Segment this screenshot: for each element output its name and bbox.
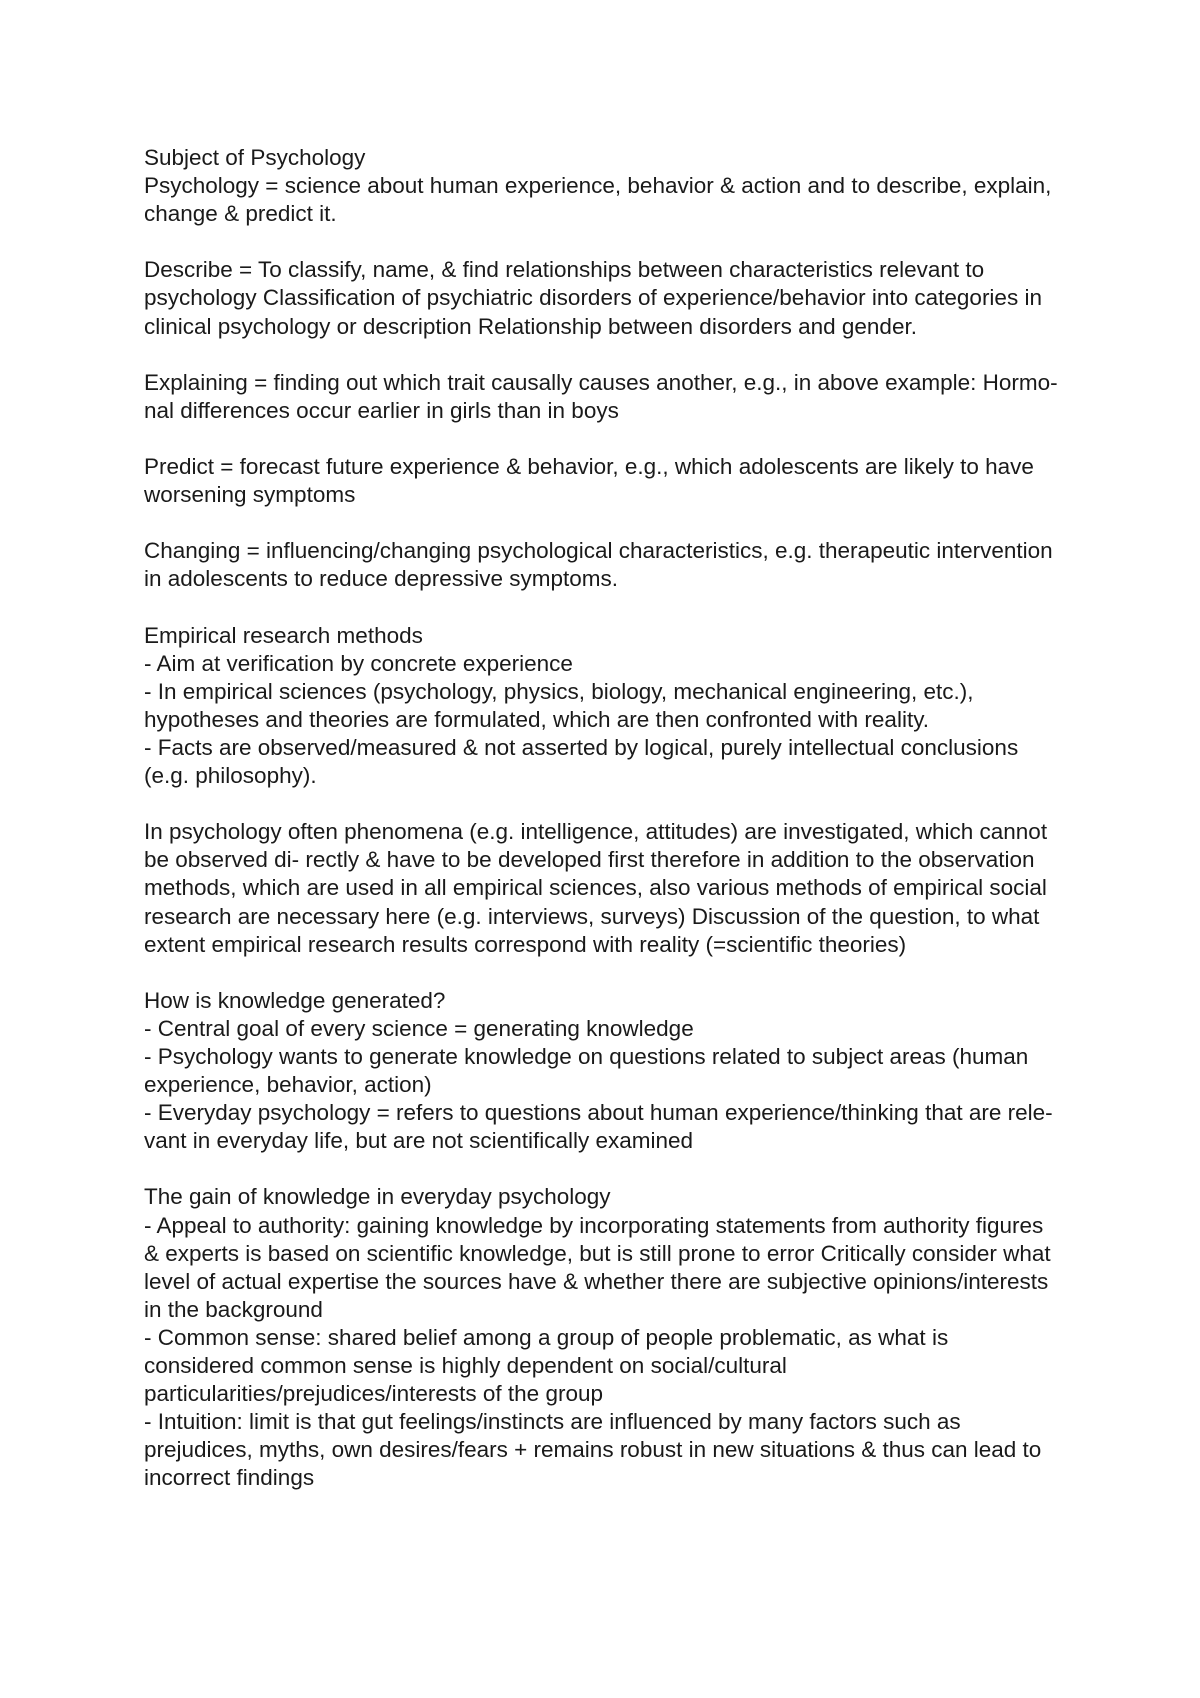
section-heading: Subject of Psychology <box>144 145 366 170</box>
section-heading: The gain of knowledge in everyday psychology <box>144 1184 611 1210</box>
paragraph-phenomena <box>144 818 1064 958</box>
list-item: - Common sense: shared belief among a group of people problematic, as what is considered common sense is highly dependent on social/cultural particularities/prejudices/interests of the group <box>144 1324 949 1407</box>
paragraph-line: Predict = forecast future experience & behavior, e.g., which adolescents are likely to have worsening symptoms <box>144 454 1034 508</box>
paragraph-predict <box>144 453 1064 509</box>
paragraph-describe <box>144 256 1064 340</box>
list-item: - In empirical sciences (psychology, physics, biology, mechanical engineering, etc.), hypotheses and theories are formulated, which are then confronted with reality. <box>144 678 974 732</box>
paragraph-explaining <box>144 369 1064 425</box>
list-item: - Central goal of every science = generating knowledge <box>144 1015 694 1041</box>
section-everyday-psychology <box>144 1183 1064 1492</box>
list-item: - Facts are observed/measured & not asserted by logical, purely intellectual conclusions (e.g. philosophy). <box>144 734 1019 789</box>
section-empirical-research-methods <box>144 622 1064 791</box>
paragraph-line: Psychology = science about human experience, behavior & action and to describe, explain, change & predict it. <box>144 173 1052 227</box>
section-knowledge-generated <box>144 987 1064 1156</box>
paragraph-line: In psychology often phenomena (e.g. intelligence, attitudes) are investigated, which cannot be observed di- rectly & have to be developed first therefore in addition to the observation methods, which are used in all empirical sciences, also various methods of empirical social research are necessary here (e.g. interviews, surveys) Discussion of the question, to what extent empirical research results correspond with reality (=scientific theories) <box>144 819 1048 957</box>
section-subject-of-psychology <box>144 144 1064 228</box>
list-item: - Aim at verification by concrete experience <box>144 650 573 676</box>
paragraph-line: Describe = To classify, name, & find relationships between characteristics relevant to psychology Classification of psychiatric disorders of experience/behavior into categories in clinical psychology or description Relationship between disorders and gender. <box>144 257 1042 339</box>
paragraph-line: Explaining = finding out which trait causally causes another, e.g., in above example: Hormo- nal differences occur earlier in girls than in boys <box>144 369 1058 423</box>
list-item: - Appeal to authority: gaining knowledge by incorporating statements from authority figures & experts is based on scientific knowledge, but is still prone to error Critically consider what level of actual expertise the sources have & whether there are subjective opinions/interests in the background <box>144 1212 1051 1322</box>
section-heading: Empirical research methods <box>144 622 423 648</box>
paragraph-changing <box>144 537 1064 593</box>
document-body <box>144 144 1064 1521</box>
section-heading: How is knowledge generated? <box>144 987 446 1013</box>
list-item: - Everyday psychology = refers to questions about human experience/thinking that are rele- vant in everyday life, but are not scientifically examined <box>144 1100 1053 1154</box>
list-item: - Psychology wants to generate knowledge on questions related to subject areas (human experience, behavior, action) <box>144 1044 1029 1098</box>
paragraph-line: Changing = influencing/changing psychological characteristics, e.g. therapeutic intervention in adolescents to reduce depressive symptoms. <box>144 538 1053 592</box>
list-item: - Intuition: limit is that gut feelings/instincts are influenced by many factors such as prejudices, myths, own desires/fears + remains robust in new situations & thus can lead to incorrect findings <box>144 1409 1042 1491</box>
